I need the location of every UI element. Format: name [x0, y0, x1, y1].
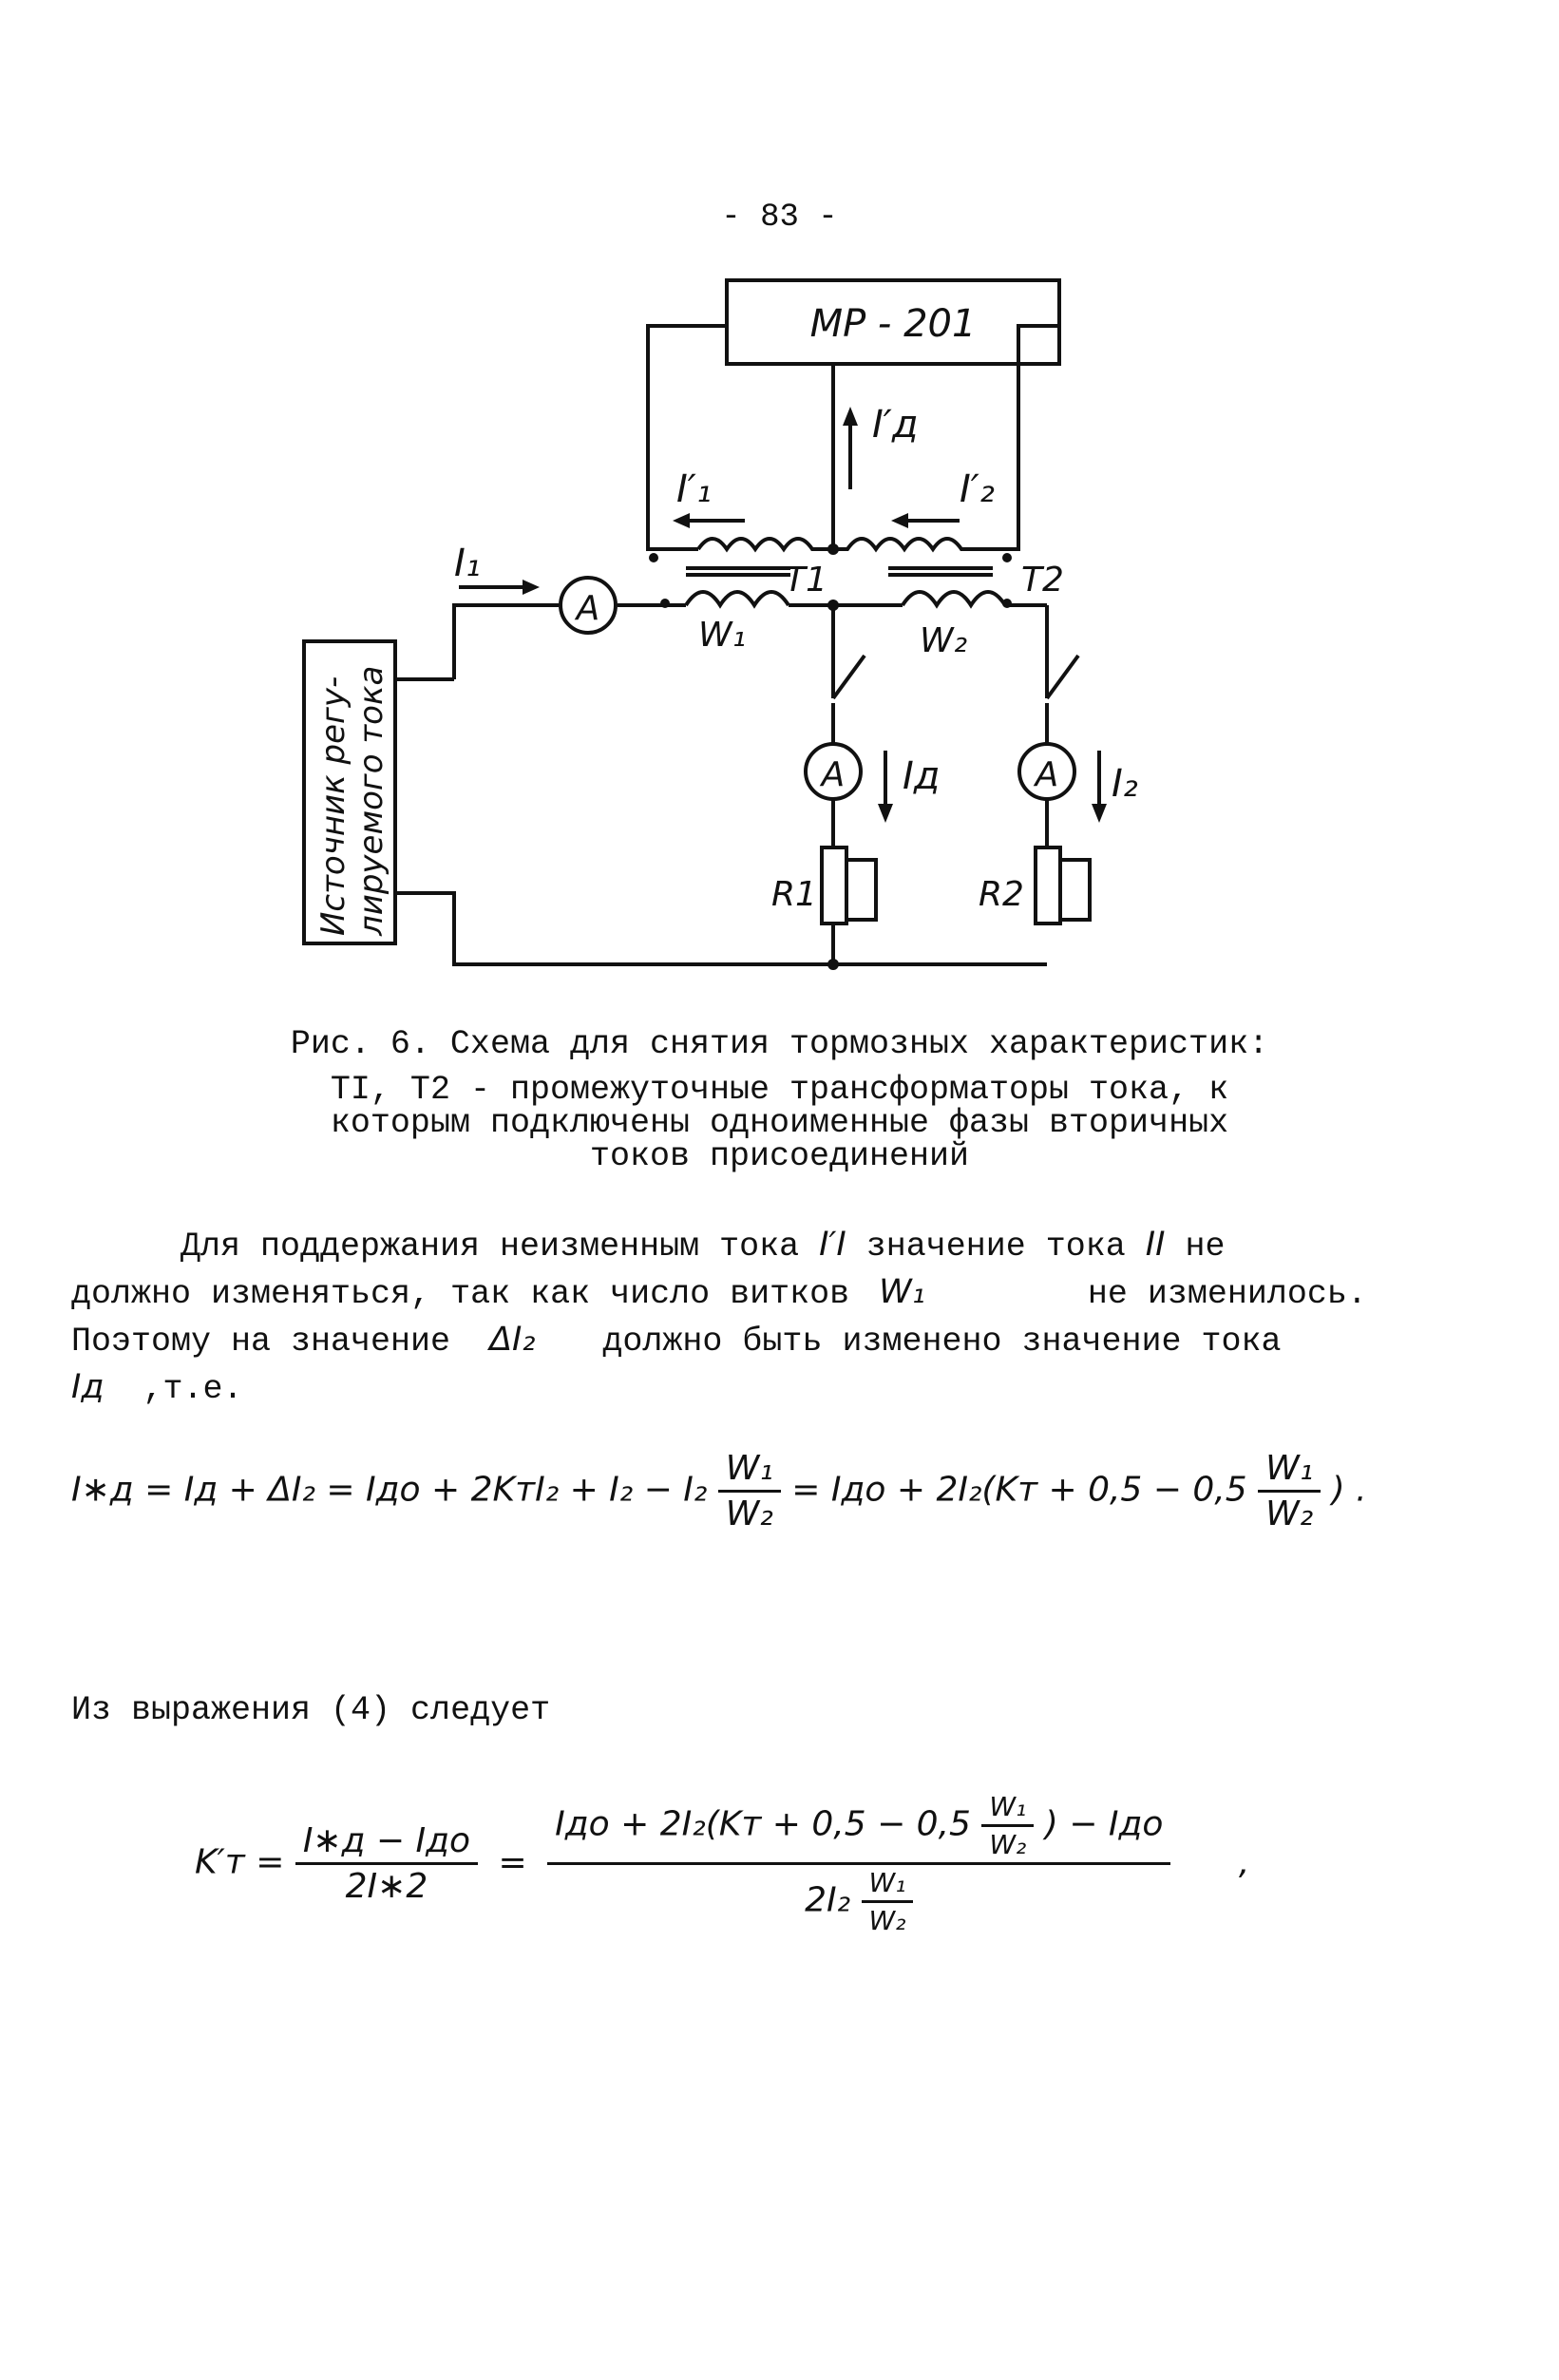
- transformer-t1-label: T1: [785, 561, 827, 600]
- page-number: - 83 -: [721, 200, 838, 236]
- resistor-r1-label: R1: [771, 875, 817, 914]
- formula-2-fraction-2: Iдо + 2I₂(Kт + 0,5 − 0,5 $\frac{\text{W₁}}{\text{W₂}}$ ) − Iдо 2I₂ $\frac{\text{W₁}}{\text{W₂}}$: [547, 1791, 1170, 1936]
- paragraph-line4: Iд ,т.е.: [71, 1368, 243, 1408]
- current-i1-prime-label: I′₁: [676, 467, 712, 511]
- figure-caption-line2: TI, T2 - промежуточные трансформаторы тока, к: [330, 1071, 1229, 1109]
- transformer-t2-label: T2: [1021, 561, 1064, 600]
- formula-1: I∗д = Iд + ΔI₂ = Iдо + 2KтI₂ + I₂ − I₂ $\frac{\text{W₁}}{\text{W₂}}$ = Iдо + 2I₂(Kт + 0,5 − 0,5 $\frac{\text{W₁}}{\text{W₂}}$ ) .: [71, 1449, 1367, 1533]
- resistor-r2-label: R2: [979, 875, 1024, 914]
- figure-caption-line4: токов присоединений: [589, 1137, 970, 1175]
- winding-w2-label: W₂: [920, 621, 968, 660]
- ammeter-branch2-label: A: [1035, 755, 1059, 794]
- current-i1-label: I₁: [454, 542, 481, 585]
- formula-2-fraction-1: $\frac{\text{I∗д − Iдо}}{2I∗2}$: [295, 1821, 478, 1906]
- ammeter-branch1-label: A: [821, 755, 846, 794]
- text-from-expression: Из выражения (4) следует: [71, 1691, 551, 1729]
- mp201-label: МР - 201: [809, 302, 977, 346]
- current-i2-prime-label: I′₂: [960, 467, 995, 511]
- formula-1-fraction-1: $\frac{\text{W₁}}{\text{W₂}}$: [718, 1449, 781, 1533]
- figure-caption-line3: которым подключены одноименные фазы вторичных: [330, 1104, 1229, 1142]
- figure-caption-line1: Рис. 6. Схема для снятия тормозных характеристик:: [290, 1025, 1269, 1063]
- ammeter-main-label: A: [576, 589, 600, 628]
- formula-1-fraction-2: $\frac{\text{W₁}}{\text{W₂}}$: [1258, 1449, 1321, 1533]
- winding-w1-label: W₁: [698, 616, 747, 655]
- paragraph-line3: Поэтому на значение ΔI₂ должно быть изменено значение тока: [71, 1321, 1282, 1361]
- source-label-line1: Источник регу-: [314, 676, 352, 936]
- formula-2: K′т = $\frac{\text{I∗д − Iдо}}{2I∗2}$ = Iдо + 2I₂(Kт + 0,5 − 0,5 $\frac{\text{W₁}}{\text{W₂}}$ ) − Iдо 2I₂ $\frac{\text{W₁}}{\text{W₂}}$ ,: [195, 1791, 1250, 1936]
- current-id-prime-label: I′д: [872, 403, 919, 447]
- source-label-line2: лируемого тока: [352, 665, 390, 936]
- paragraph-line1: Для поддержания неизменным тока I′I значение тока II не: [181, 1226, 1226, 1266]
- paragraph-line2: должно изменяться, так как число витков W₁ не изменилось.: [71, 1273, 1367, 1313]
- circuit-diagram: [0, 0, 1559, 1007]
- resistor-r1: [822, 847, 846, 923]
- current-id-label: Iд: [903, 754, 941, 798]
- current-i2-label: I₂: [1112, 762, 1138, 806]
- resistor-r2: [1036, 847, 1060, 923]
